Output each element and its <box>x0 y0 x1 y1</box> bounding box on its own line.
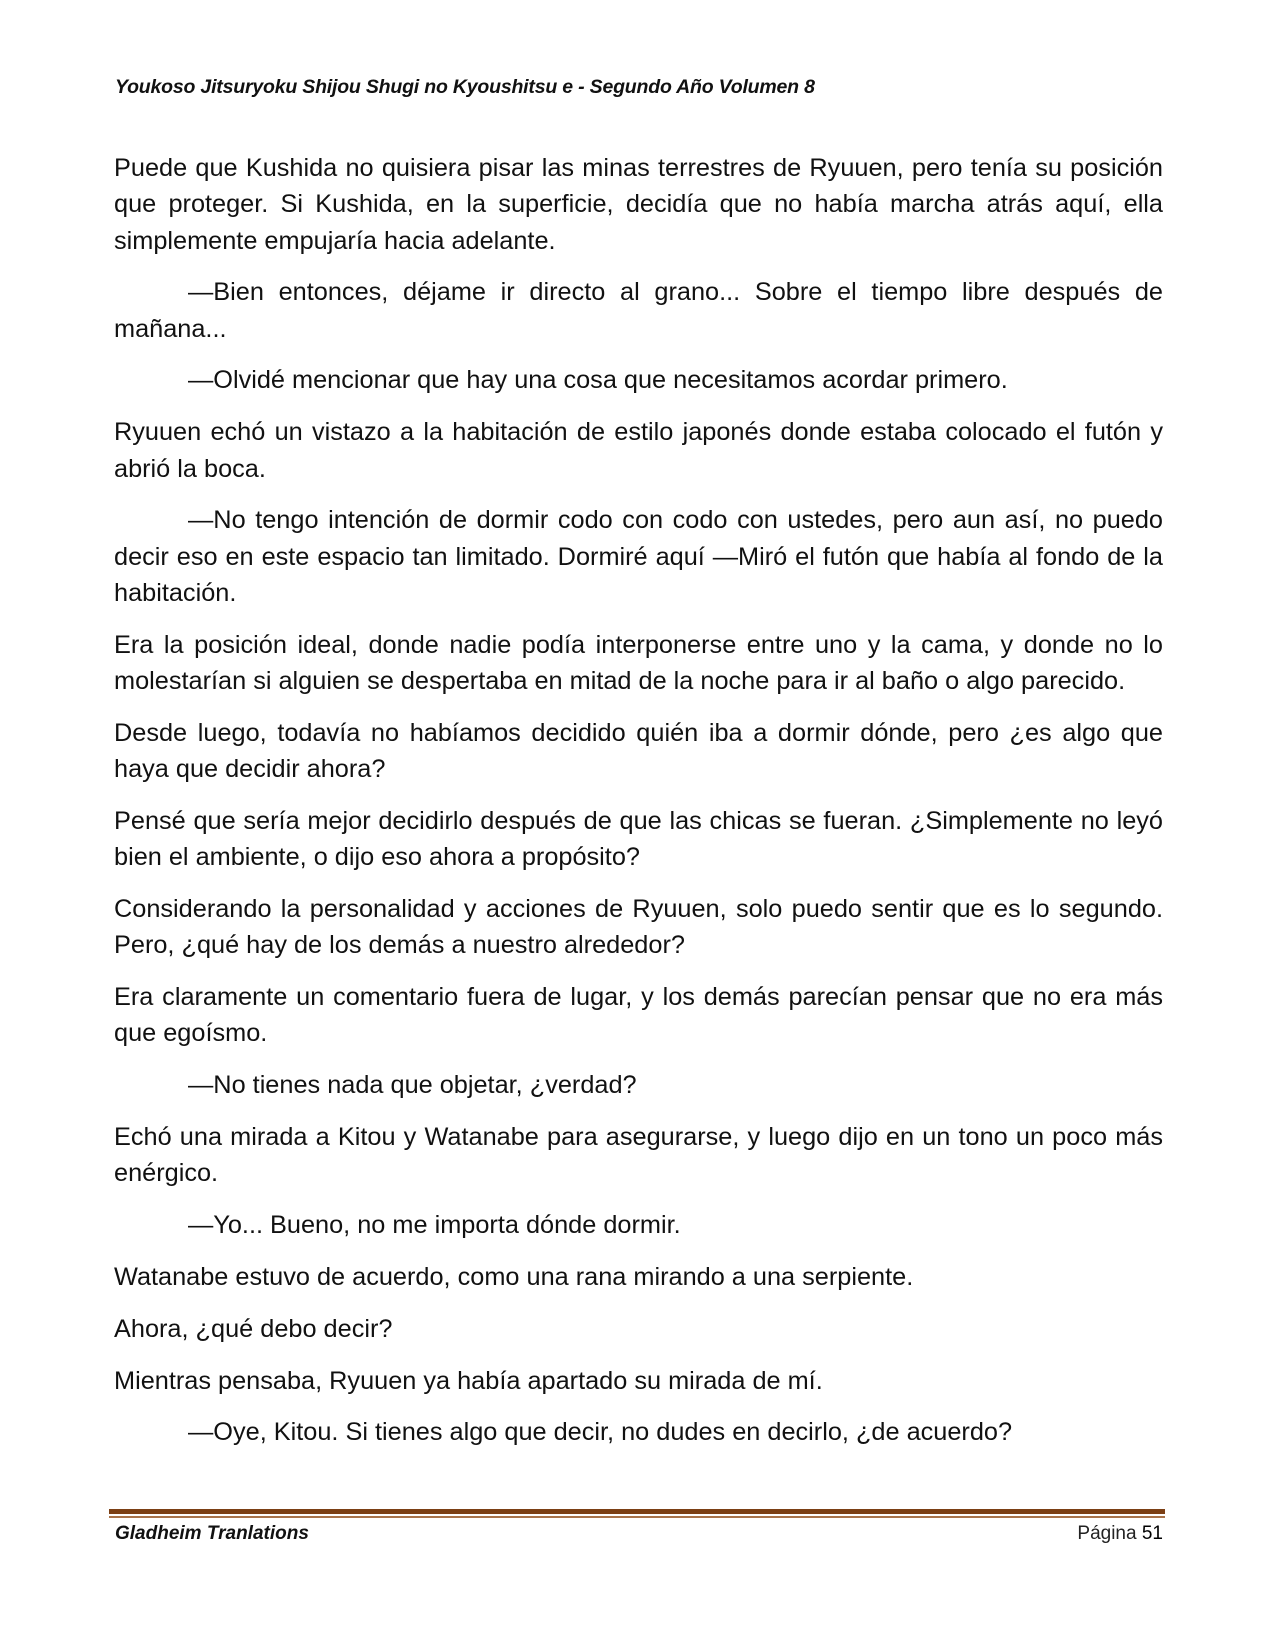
paragraph: Mientras pensaba, Ryuuen ya había apartado su mirada de mí. <box>114 1366 823 1395</box>
dialogue-paragraph: —Yo... Bueno, no me importa dónde dormir. <box>188 1211 681 1240</box>
paragraph: Ryuuen echó un vistazo a la habitación de estilo japonés donde estaba colocado el futón y abrió la boca. <box>114 418 1163 483</box>
paragraph: Puede que Kushida no quisiera pisar las minas terrestres de Ryuuen, pero tenía su posición que proteger. Si Kushida, en la superficie, decidía que no había marcha atrás aquí, ella simplemente empujaría hacia adelante. <box>114 154 1163 255</box>
paragraph: Pensé que sería mejor decidirlo después de que las chicas se fueran. ¿Simplemente no leyó bien el ambiente, o dijo eso ahora a propósito? <box>114 806 1163 872</box>
footer-divider <box>109 1509 1165 1518</box>
page-body <box>114 150 1163 1466</box>
dialogue-paragraph: —Olvidé mencionar que hay una cosa que necesitamos acordar primero. <box>188 366 1008 395</box>
paragraph: Echó una mirada a Kitou y Watanabe para asegurarse, y luego dijo en un tono un poco más enérgico. <box>114 1123 1163 1188</box>
footer-divider-thick <box>109 1509 1165 1514</box>
footer-divider-thin <box>109 1516 1165 1518</box>
paragraph: Considerando la personalidad y acciones de Ryuuen, solo puedo sentir que es lo segundo. Pero, ¿qué hay de los demás a nuestro alrededor? <box>114 895 1163 960</box>
paragraph: Era claramente un comentario fuera de lugar, y los demás parecían pensar que no era más que egoísmo. <box>114 983 1163 1048</box>
page-number <box>1077 1523 1163 1545</box>
page-label: Página <box>1077 1523 1137 1544</box>
running-header: Youkoso Jitsuryoku Shijou Shugi no Kyoushitsu e - Segundo Año Volumen 8 <box>115 76 815 98</box>
paragraph: Ahora, ¿qué debo decir? <box>114 1314 393 1343</box>
paragraph: Watanabe estuvo de acuerdo, como una rana mirando a una serpiente. <box>114 1262 914 1291</box>
footer-credit: Gladheim Tranlations <box>115 1523 309 1544</box>
paragraph: Desde luego, todavía no habíamos decidido quién iba a dormir dónde, pero ¿es algo que haya que decidir ahora? <box>114 718 1163 784</box>
dialogue-paragraph: —No tengo intención de dormir codo con codo con ustedes, pero aun así, no puedo decir eso en este espacio tan limitado. Dormiré aquí —Miró el futón que había al fondo de la habitación. <box>114 506 1163 607</box>
page-number-value: 51 <box>1141 1523 1163 1544</box>
dialogue-paragraph: —Bien entonces, déjame ir directo al grano... Sobre el tiempo libre después de mañana... <box>114 278 1163 343</box>
dialogue-paragraph: —Oye, Kitou. Si tienes algo que decir, no dudes en decirlo, ¿de acuerdo? <box>188 1418 1013 1447</box>
dialogue-paragraph: —No tienes nada que objetar, ¿verdad? <box>188 1071 637 1100</box>
paragraph: Era la posición ideal, donde nadie podía interponerse entre uno y la cama, y donde no lo molestarían si alguien se despertaba en mitad de la noche para ir al baño o algo parecido. <box>114 630 1163 696</box>
